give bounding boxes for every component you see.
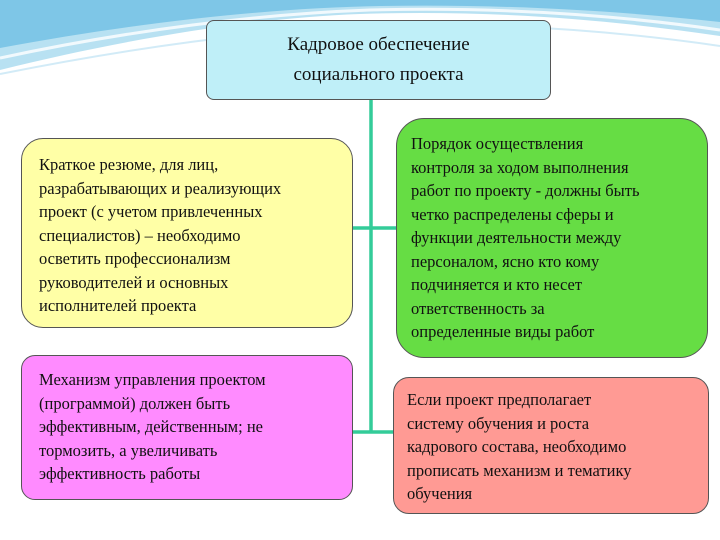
management-mechanism-box: Механизм управления проектом (программой) должен быть эффективным, действенным; не тормозить, а увеличивать эффективность работы — [21, 355, 353, 500]
resume-box: Краткое резюме, для лиц, разрабатывающих и реализующих проект (с учетом привлеченных специалистов) – необходимо осветить профессионализм руководителей и основных исполнителей проекта — [21, 138, 353, 328]
control-procedure-box: Порядок осуществления контроля за ходом выполнения работ по проекту - должны быть четко распределены сферы и функции деятельности между персоналом, ясно кто кому подчиняется и кто несет ответственность за определенные виды работ — [396, 118, 708, 358]
training-system-box: Если проект предполагает систему обучения и роста кадрового состава, необходимо прописать механизм и тематику обучения — [393, 377, 709, 514]
title-box: Кадровое обеспечение социального проекта — [206, 20, 551, 100]
